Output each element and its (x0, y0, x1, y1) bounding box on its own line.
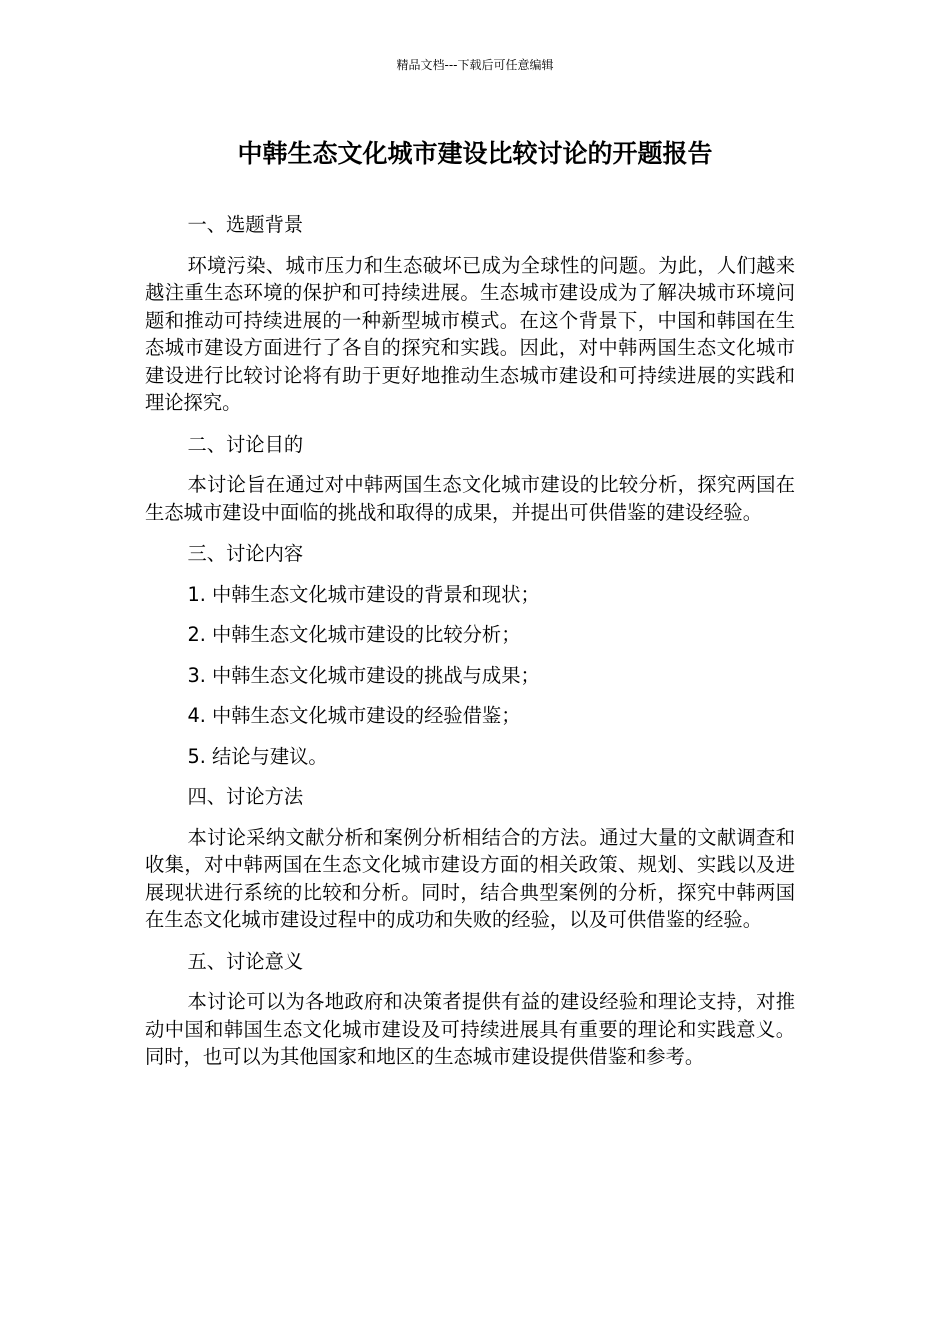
list-item: 3. 中韩生态文化城市建设的挑战与成果； (187, 663, 540, 687)
section-paragraph-purpose: 本讨论旨在通过对中韩两国生态文化城市建设的比较分析，探究两国在生态城市建设中面临的挑战和取得的成果，并提出可供借鉴的建设经验。 (145, 473, 795, 524)
section-heading-background: 一、选题背景 (187, 213, 304, 236)
section-heading-content: 三、讨论内容 (187, 542, 304, 565)
list-item: 4. 中韩生态文化城市建设的经验借鉴； (187, 704, 521, 727)
document-body (145, 211, 795, 1085)
section-heading-purpose: 二、讨论目的 (187, 432, 304, 456)
section-heading-significance: 五、讨论意义 (187, 949, 304, 973)
list-item: 2. 中韩生态文化城市建设的比较分析； (187, 623, 521, 646)
list-item: 1. 中韩生态文化城市建设的背景和现状； (187, 582, 540, 606)
list-item: 5. 结论与建议。 (187, 744, 328, 768)
header-note: 精品文档---下载后可任意编辑 (396, 58, 554, 72)
section-paragraph-method: 本讨论采纳文献分析和案例分析相结合的方法。通过大量的文献调查和收集，对中韩两国在生态文化城市建设方面的相关政策、规划、实践以及进展现状进行系统的比较和分析。同时，结合典型案例的分析，探究中韩两国在生态文化城市建设过程中的成功和失败的经验，以及可供借鉴的经验。 (145, 825, 795, 931)
section-paragraph-background: 环境污染、城市压力和生态破坏已成为全球性的问题。为此，人们越来越注重生态环境的保护和可持续进展。生态城市建设成为了解决城市环境问题和推动可持续进展的一种新型城市模式。在这个背景下，中国和韩国在生态城市建设方面进行了各自的探究和实践。因此，对中韩两国生态文化城市建设进行比较讨论将有助于更好地推动生态城市建设和可持续进展的实践和理论探究。 (145, 253, 795, 414)
section-heading-method: 四、讨论方法 (187, 785, 304, 808)
section-paragraph-significance: 本讨论可以为各地政府和决策者提供有益的建设经验和理论支持，对推动中国和韩国生态文化城市建设及可持续进展具有重要的理论和实践意义。同时，也可以为其他国家和地区的生态城市建设提供借鉴和参考。 (145, 990, 795, 1068)
document-title: 中韩生态文化城市建设比较讨论的开题报告 (237, 139, 713, 168)
